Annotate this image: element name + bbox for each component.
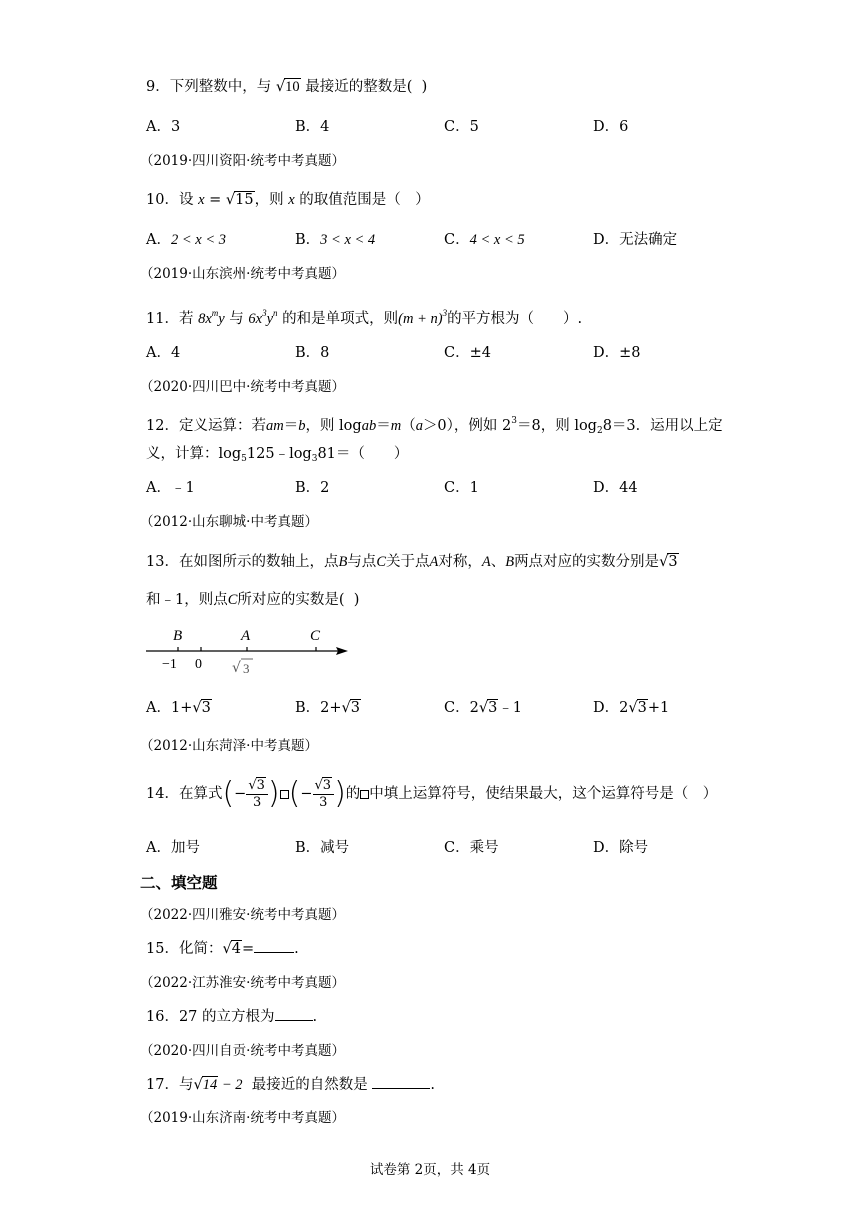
- q9-text-2: 最接近的整数是(: [305, 79, 413, 95]
- tick-minus-1: −1: [162, 657, 177, 672]
- q12-option-d[interactable]: D．44: [593, 480, 638, 496]
- q14-fraction-2: $\frac{√3}{3}$: [313, 777, 335, 811]
- source-q13: （2012·山东聊城·中考真题）: [140, 514, 318, 530]
- q11-option-b[interactable]: B．8: [295, 345, 330, 361]
- q12-options: [146, 477, 746, 499]
- page-footer: 试卷第 2页，共 4页: [369, 1162, 491, 1178]
- question-9: [146, 76, 427, 98]
- q13-option-d[interactable]: D．2√3+1: [593, 700, 670, 716]
- question-12-line-2: 义，计算：$\log_5125﹣\log_381=$（ ）: [146, 446, 409, 464]
- q10-option-c[interactable]: C．4 < x < 5: [444, 232, 525, 248]
- q12-option-c[interactable]: C．1: [444, 480, 479, 496]
- q12-option-b[interactable]: B．2: [295, 480, 330, 496]
- q9-option-b[interactable]: B．4: [295, 119, 330, 135]
- q10-eq: =: [204, 192, 226, 208]
- question-17: 17．与√14 − 2 最接近的自然数是 .: [146, 1074, 435, 1096]
- q9-radicand: 10: [285, 79, 300, 95]
- question-12-line-1: 12．定义运算：若am＝b，则 logab＝m（a＞0），例如 $2^3=8$，则 $\log_28=3$．运用以上定: [146, 416, 723, 436]
- answer-blank-15[interactable]: [254, 938, 294, 953]
- q11-text-2: 与: [229, 311, 244, 327]
- sqrt-sign: √: [225, 192, 236, 208]
- source-q11: （2019·山东滨州·统考中考真题）: [140, 266, 345, 282]
- q14-fraction-1: $\frac{√3}{3}$: [246, 777, 268, 811]
- q10-text-2: ，则: [254, 192, 284, 208]
- q11-power: $(m + n)^3$: [398, 308, 448, 327]
- q13-option-c[interactable]: C．2√3﹣1: [444, 700, 523, 716]
- source-q15: （2022·四川雅安·统考中考真题）: [140, 907, 345, 923]
- q11-text: 若: [178, 311, 194, 327]
- label-B: B: [173, 628, 183, 644]
- q14-option-b[interactable]: B．减号: [295, 840, 350, 856]
- q9-option-d[interactable]: D．6: [593, 119, 629, 135]
- q11-term-2: $6x^3y^n$: [248, 308, 278, 327]
- question-16: 16．27 的立方根为 .: [146, 1006, 317, 1028]
- sqrt-sign: √: [275, 79, 286, 95]
- q10-var: x: [198, 192, 205, 208]
- q11-option-c[interactable]: C．±4: [444, 345, 491, 361]
- q13-options: [146, 697, 746, 719]
- source-q10: （2019·四川资阳·统考中考真题）: [140, 153, 345, 169]
- q14-minus-1: −: [234, 786, 247, 802]
- q14-option-a[interactable]: A．加号: [146, 840, 200, 856]
- answer-blank-17[interactable]: [372, 1074, 430, 1089]
- q14-text: 14．在算式: [146, 786, 223, 802]
- question-10: [146, 189, 430, 211]
- label-C: C: [310, 628, 321, 644]
- answer-blank-16[interactable]: [275, 1006, 313, 1021]
- operator-box: [280, 790, 289, 799]
- operator-box-2: [360, 790, 369, 799]
- q11-options: [146, 342, 746, 364]
- q10-option-b[interactable]: B．3 < x < 4: [295, 232, 376, 248]
- q14-options: [146, 837, 746, 859]
- source-q16: （2022·江苏淮安·统考中考真题）: [140, 975, 345, 991]
- source-q14: （2012·山东菏泽·中考真题）: [140, 738, 318, 754]
- q9-number: 9．: [146, 79, 170, 95]
- question-14: 14．在算式(− $\frac{√3}{3}$ ) (− $\frac{√3}{3}$ )的 中填上运算符号，使结果最大，这个运算符号是（ ）: [146, 776, 718, 811]
- q14-option-d[interactable]: D．除号: [593, 840, 649, 856]
- source-q12: （2020·四川巴中·统考中考真题）: [140, 379, 345, 395]
- question-13-line-1: 13．在如图所示的数轴上，点B与点C关于点A对称，A、B两点对应的实数分别是√3: [146, 554, 678, 570]
- sqrt-sign: √: [232, 660, 241, 676]
- q10-var-2: x: [288, 192, 295, 208]
- q11-option-d[interactable]: D．±8: [593, 345, 641, 361]
- q10-options: [146, 229, 746, 251]
- section-heading-fill-in: 二、填空题: [140, 874, 218, 892]
- question-13-line-2: 和﹣1，则点C所对应的实数是( ): [146, 592, 360, 608]
- q13-option-b[interactable]: B．2+√3: [295, 700, 361, 716]
- q14-minus-2: −: [300, 786, 313, 802]
- q9-text: 下列整数中，与: [169, 79, 272, 95]
- q11-number: 11．: [146, 311, 179, 327]
- q12-option-a[interactable]: A．﹣1: [146, 480, 195, 496]
- label-A: A: [241, 628, 251, 644]
- question-11: [146, 302, 582, 330]
- q10-text: 设: [178, 192, 194, 208]
- q9-option-a[interactable]: A．3: [146, 119, 181, 135]
- q11-text-3: 的和是单项式，则: [282, 311, 399, 327]
- q10-option-d[interactable]: D．无法确定: [593, 232, 678, 248]
- q13-option-a[interactable]: A．1+√3: [146, 700, 211, 716]
- q14-option-c[interactable]: C．乘号: [444, 840, 499, 856]
- q10-number: 10．: [146, 192, 179, 208]
- q10-radicand: 15: [235, 192, 254, 208]
- number-line-figure: [140, 622, 355, 680]
- q10-option-a[interactable]: A．2 < x < 3: [146, 232, 226, 248]
- q11-option-a[interactable]: A．4: [146, 345, 181, 361]
- question-15: 15．化简：√4= .: [146, 938, 299, 960]
- tick-sqrt3: 3: [243, 661, 250, 676]
- q11-text-4: 的平方根为（ ）.: [447, 311, 583, 327]
- source-q17: （2020·四川自贡·统考中考真题）: [140, 1043, 345, 1059]
- source-q18: （2019·山东济南·统考中考真题）: [140, 1110, 345, 1126]
- q10-text-3: 的取值范围是（ ）: [299, 192, 430, 208]
- q9-option-c[interactable]: C．5: [444, 119, 479, 135]
- q9-close: ): [421, 79, 428, 95]
- tick-0: 0: [195, 657, 202, 672]
- q9-options: [146, 116, 746, 138]
- q11-term-1: $8x^my$: [198, 308, 225, 327]
